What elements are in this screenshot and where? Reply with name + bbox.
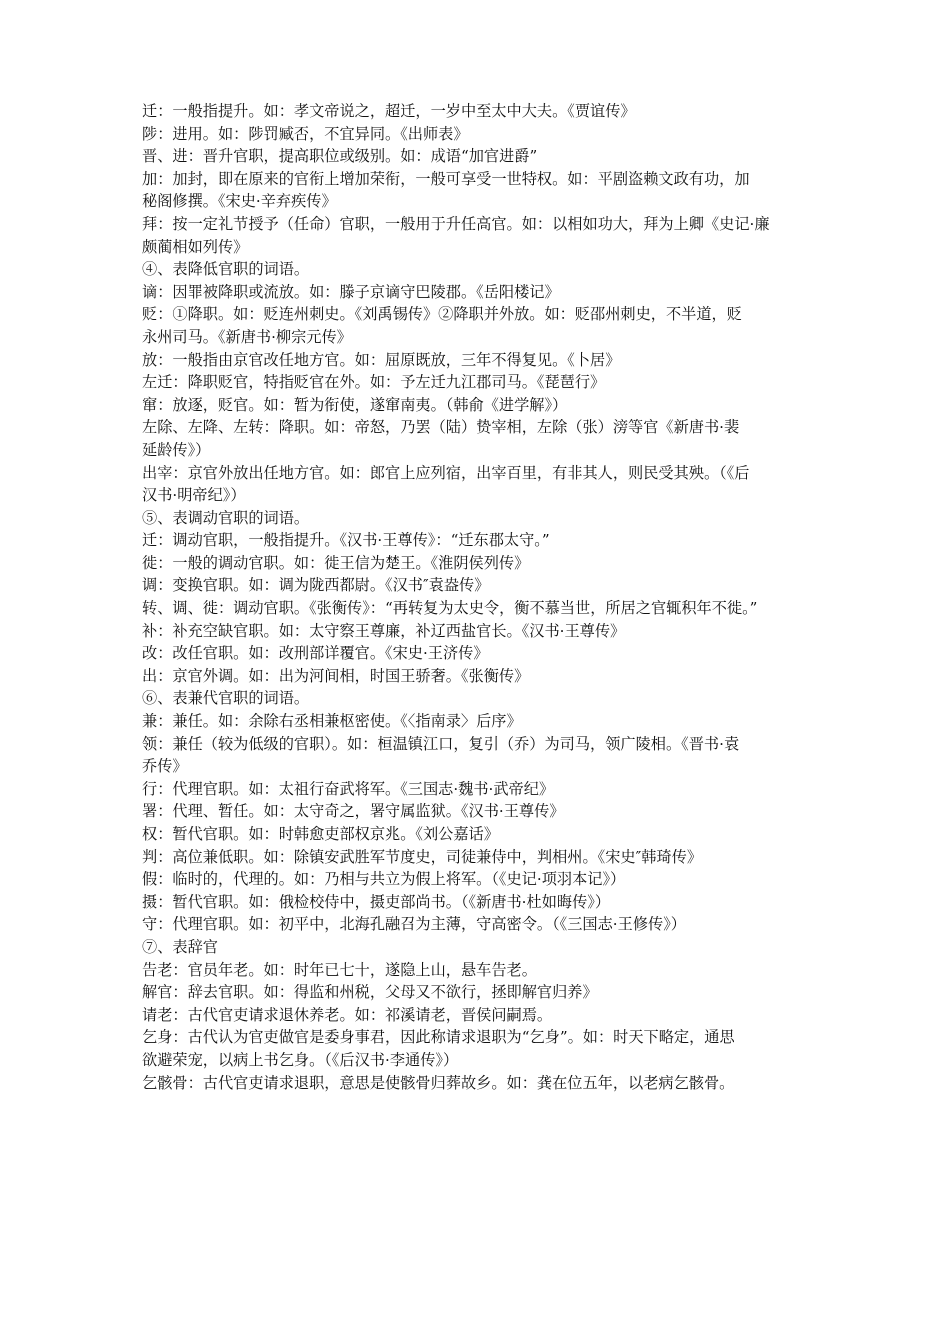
text-line: 请老：古代官吏请求退休养老。如：祁溪请老，晋侯问嗣焉。 bbox=[142, 1005, 553, 1024]
text-line: 解官：辞去官职。如：得监和州税，父母又不欲行，拯即解官归养》 bbox=[142, 983, 598, 1002]
text-line: 乞骸骨：古代官吏请求退职，意思是使骸骨归葬故乡。如：龚在位五年，以老病乞骸骨。 bbox=[142, 1073, 735, 1092]
text-line: 汉书·明帝纪》） bbox=[142, 486, 246, 505]
text-line: 左迁：降职贬官，特指贬官在外。如：予左迁九江郡司马。《琵琶行》 bbox=[142, 373, 606, 392]
text-line: 永州司马。《新唐书·柳宗元传》 bbox=[142, 327, 352, 346]
text-line: 乔传》 bbox=[142, 757, 188, 776]
text-line: 乞身：古代认为官吏做官是委身事君，因此称请求退职为“乞身”。如：时天下略定，通思 bbox=[142, 1028, 735, 1047]
text-line: 颇蔺相如列传》 bbox=[142, 237, 249, 256]
text-line: 调：变换官职。如：调为陇西都尉。《汉书″袁盎传》 bbox=[142, 576, 490, 595]
text-line: 领：兼任（较为低级的官职）。如：桓温镇江口，复引（乔）为司马，领广陵相。《晋书·袁 bbox=[142, 734, 740, 753]
section-heading: ⑤、表调动官职的词语。 bbox=[142, 508, 310, 527]
text-line: 出：京官外调。如：出为河间相，时国王骄奢。《张衡传》 bbox=[142, 666, 530, 685]
text-line: 假：临时的，代理的。如：乃相与共立为假上将军。（《史记·项羽本记》） bbox=[142, 870, 626, 889]
text-line: 晋、进：晋升官职，提高职位或级别。如：成语“加官进爵” bbox=[142, 147, 538, 166]
text-line: 拜：按一定礼节授予（任命）官职，一般用于升任高官。如：以相如功大，拜为上卿《史记·廉 bbox=[142, 214, 770, 233]
text-line: 左除、左降、左转：降职。如：帝怒，乃罢（陆）贽宰相，左除（张）滂等官《新唐书·裴 bbox=[142, 418, 740, 437]
text-line: 秘阁修撰。《宋史·辛弃疾传》 bbox=[142, 192, 337, 211]
section-heading: ⑥、表兼代官职的词语。 bbox=[142, 689, 310, 708]
text-line: 署：代理、暂任。如：太守奇之，署守属监狱。《汉书·王尊传》 bbox=[142, 802, 565, 821]
text-line: 守：代理官职。如：初平中，北海孔融召为主薄，守高密令。（《三国志·王修传》） bbox=[142, 915, 686, 934]
text-line: 转、调、徙：调动官职。《张衡传》：“再转复为太史令，衡不慕当世，所居之官辄积年不徙。” bbox=[142, 599, 758, 618]
text-line: 欲避荣宠，以病上书乞身。（《后汉书·李通传》） bbox=[142, 1050, 459, 1069]
text-line: 陟：进用。如：陟罚臧否，不宜异同。《出师表》 bbox=[142, 124, 469, 143]
section-heading: ④、表降低官职的词语。 bbox=[142, 260, 310, 279]
text-line: 延龄传》） bbox=[142, 440, 211, 459]
text-line: 摄：暂代官职。如：俄检校侍中，摄吏部尚书。（《新唐书·杜如晦传》） bbox=[142, 892, 611, 911]
text-line: 兼：兼任。如：余除右丞相兼枢密使。《〈指南录〉后序》 bbox=[142, 712, 522, 731]
text-line: 补：补充空缺官职。如：太守察王尊廉，补辽西盐官长。《汉书·王尊传》 bbox=[142, 621, 626, 640]
text-line: 出宰：京官外放出任地方官。如：郎官上应列宿，出宰百里，有非其人，则民受其殃。（《后 bbox=[142, 463, 750, 482]
section-heading: ⑦、表辞官 bbox=[142, 937, 218, 956]
text-line: 行：代理官职。如：太祖行奋武将军。《三国志·魏书·武帝纪》 bbox=[142, 779, 555, 798]
text-line: 迁：调动官职，一般指提升。《汉书·王尊传》：“迁东郡太守。” bbox=[142, 531, 550, 550]
text-line: 谪：因罪被降职或流放。如：滕子京谪守巴陵郡。《岳阳楼记》 bbox=[142, 282, 560, 301]
text-line: 改：改任官职。如：改刑部详覆官。《宋史·王济传》 bbox=[142, 644, 489, 663]
text-line: 贬：①降职。如：贬连州刺史。《刘禹锡传》②降职并外放。如：贬邵州刺史，不半道，贬 bbox=[142, 305, 742, 324]
document-body bbox=[142, 100, 822, 1094]
text-line: 加：加封，即在原来的官衔上增加荣衔，一般可享受一世特权。如：平剧盗赖文政有功，加 bbox=[142, 169, 750, 188]
text-line: 徙：一般的调动官职。如：徙王信为楚王。《淮阴侯列传》 bbox=[142, 553, 530, 572]
text-line: 告老：官员年老。如：时年已七十，遂隐上山，悬车告老。 bbox=[142, 960, 537, 979]
text-line: 窜：放逐，贬官。如：暂为衔使，遂窜南夷。（韩俞《进学解》） bbox=[142, 395, 568, 414]
text-line: 迁：一般指提升。如：孝文帝说之，超迁，一岁中至太中大夫。《贾谊传》 bbox=[142, 102, 636, 120]
text-line: 判：高位兼低职。如：除镇安武胜军节度史，司徒兼侍中，判相州。《宋史″韩琦传》 bbox=[142, 847, 703, 866]
text-line: 放：一般指由京官改任地方官。如：屈原既放，三年不得复见。《卜居》 bbox=[142, 350, 621, 369]
text-line: 权：暂代官职。如：时韩愈吏部权京兆。《刘公嘉话》 bbox=[142, 825, 499, 843]
